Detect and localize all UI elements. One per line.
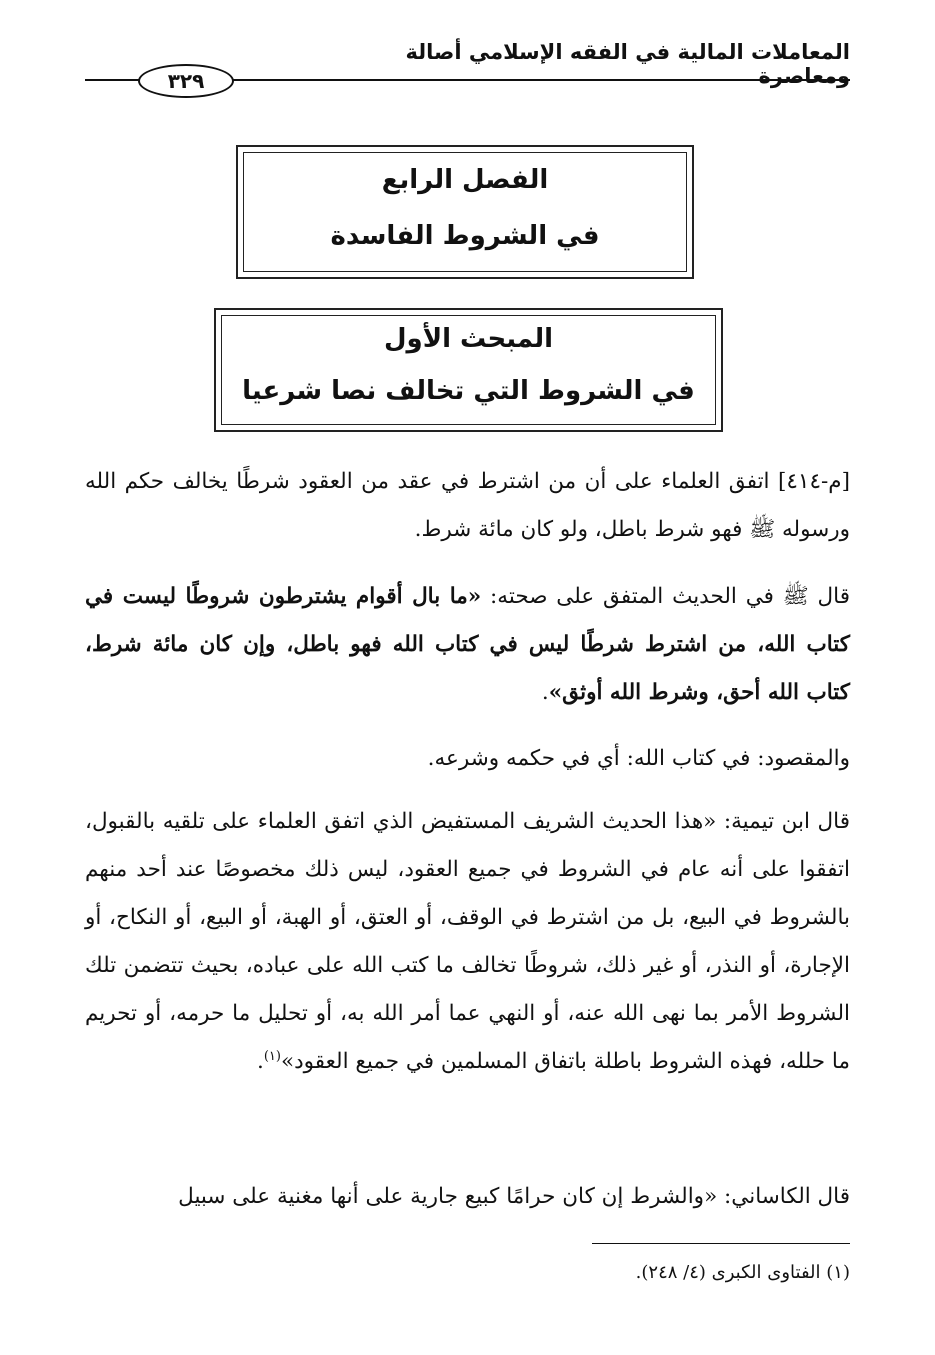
paragraph-1: [م-٤١٤] اتفق العلماء على أن من اشترط في عقد من العقود شرطًا يخالف حكم الله ورسوله ﷺ فهو شرط باطل، ولو كان مائة شرط. xyxy=(85,469,850,542)
paragraph-2 xyxy=(85,573,850,717)
paragraph-4-end: . xyxy=(256,1049,264,1074)
chapter-title: الفصل الرابع xyxy=(381,165,549,195)
paragraph-2-end: . xyxy=(541,680,549,705)
footnote-reference[interactable]: (١) xyxy=(263,1048,281,1064)
section-title: المبحث الأول xyxy=(383,324,554,354)
footnote: (١) الفتاوى الكبرى (٤/ ٢٤٨). xyxy=(635,1262,850,1283)
section-title-frame xyxy=(214,308,723,432)
paragraph-5: قال الكاساني: «والشرط إن كان حرامًا كبيع جارية على أنها مغنية على سبيل xyxy=(178,1184,850,1209)
section-subtitle: في الشروط التي تخالف نصا شرعيا xyxy=(242,376,695,406)
paragraph-2-intro: قال ﷺ في الحديث المتفق على صحته: xyxy=(481,584,851,609)
paragraph-3: والمقصود: في كتاب الله: أي في حكمه وشرعه. xyxy=(427,746,850,771)
paragraph-4 xyxy=(85,798,850,1086)
running-title: المعاملات المالية في الفقه الإسلامي أصالة ومعاصرة xyxy=(405,40,850,88)
chapter-title-frame xyxy=(236,145,694,279)
footnote-rule xyxy=(592,1243,850,1244)
chapter-subtitle: في الشروط الفاسدة xyxy=(330,221,600,251)
hadith-quote: «ما بال أقوام يشترطون شروطًا ليست في كتاب الله، من اشترط شرطًا ليس في كتاب الله فهو باطل، وإن كان مائة شرط، كتاب الله أحق، وشرط الله أوثق» xyxy=(85,584,850,705)
ibn-taymiyyah-quote: قال ابن تيمية: «هذا الحديث الشريف المستفيض الذي اتفق العلماء على تلقيه بالقبول، اتفقوا على أنه عام في الشروط في جميع العقود، ليس ذلك مخصوصًا عند أحد منهم بالشروط في البيع، بل من اشترط في الوقف، أو العتق، أو الهبة، أو البيع، أو النكاح، أو الإجارة، أو النذر، أو غير ذلك، شروطًا تخالف ما كتب الله على عباده، بحيث تتضمن تلك الشروط الأمر بما نهى الله عنه، أو النهي عما أمر الله به، أو تحليل ما حرمه، أو تحريم ما حلله، فهذه الشروط باطلة باتفاق المسلمين في جميع العقود» xyxy=(85,809,850,1074)
page-number: ٣٢٩ xyxy=(138,64,234,98)
